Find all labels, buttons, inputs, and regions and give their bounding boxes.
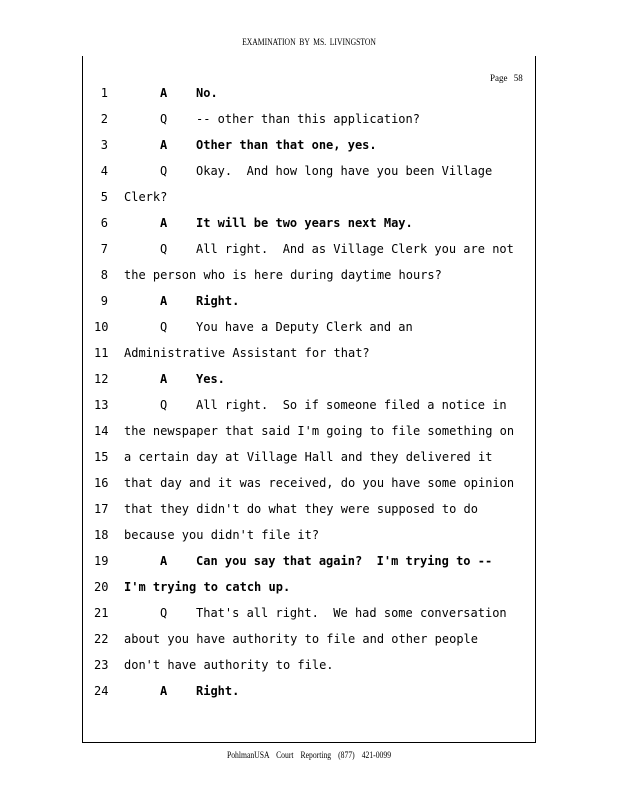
line-number: 22	[94, 632, 109, 646]
line-number: 13	[94, 398, 109, 412]
line-number: 14	[94, 424, 109, 438]
line-number: 8	[100, 268, 108, 282]
page-number: Page 58	[490, 73, 523, 83]
transcript-line	[0, 372, 618, 398]
speaker-label: A	[160, 294, 168, 308]
transcript-line	[0, 398, 618, 424]
line-number: 1	[100, 86, 108, 100]
transcript-line	[0, 658, 618, 684]
line-number: 11	[94, 346, 109, 360]
speaker-label: A	[160, 684, 168, 698]
transcript-line	[0, 424, 618, 450]
transcript-line	[0, 216, 618, 242]
speaker-label: Q	[160, 398, 168, 412]
line-text: You have a Deputy Clerk and an	[196, 320, 413, 334]
transcript-line	[0, 190, 618, 216]
transcript-line	[0, 294, 618, 320]
line-number: 18	[94, 528, 109, 542]
speaker-label: Q	[160, 606, 168, 620]
line-number: 17	[94, 502, 109, 516]
line-text: don't have authority to file.	[124, 658, 334, 672]
line-text: Right.	[196, 294, 240, 308]
line-text: No.	[196, 86, 218, 100]
transcript-line	[0, 502, 618, 528]
transcript-line	[0, 112, 618, 138]
line-text: that they didn't do what they were supposed to do	[124, 502, 479, 516]
transcript-line	[0, 606, 618, 632]
page-footer: PohlmanUSA Court Reporting (877) 421-0099	[226, 750, 392, 760]
line-number: 2	[100, 112, 108, 126]
line-number: 20	[94, 580, 109, 594]
line-text: All right. So if someone filed a notice in	[196, 398, 507, 412]
transcript-line	[0, 164, 618, 190]
line-text: I'm trying to catch up.	[124, 580, 291, 594]
line-text: It will be two years next May.	[196, 216, 413, 230]
transcript-line	[0, 320, 618, 346]
transcript-line	[0, 632, 618, 658]
speaker-label: A	[160, 138, 168, 152]
line-text: about you have authority to file and other people	[124, 632, 479, 646]
line-number: 3	[100, 138, 108, 152]
line-text: Right.	[196, 684, 240, 698]
line-text: Okay. And how long have you been Village	[196, 164, 493, 178]
line-number: 21	[94, 606, 109, 620]
speaker-label: A	[160, 372, 168, 386]
line-text: the newspaper that said I'm going to file something on	[124, 424, 515, 438]
speaker-label: A	[160, 554, 168, 568]
transcript-line	[0, 242, 618, 268]
line-number: 10	[94, 320, 109, 334]
line-text: Clerk?	[124, 190, 168, 204]
line-number: 16	[94, 476, 109, 490]
transcript-line	[0, 580, 618, 606]
line-text: All right. And as Village Clerk you are not	[196, 242, 514, 256]
line-number: 12	[94, 372, 109, 386]
line-text: That's all right. We had some conversation	[196, 606, 507, 620]
line-text: that day and it was received, do you have some opinion	[124, 476, 515, 490]
line-text: the person who is here during daytime hours?	[124, 268, 442, 282]
line-text: Administrative Assistant for that?	[124, 346, 370, 360]
transcript-line	[0, 86, 618, 112]
transcript-line	[0, 554, 618, 580]
line-text: a certain day at Village Hall and they delivered it	[124, 450, 493, 464]
transcript-line	[0, 684, 618, 710]
speaker-label: Q	[160, 164, 168, 178]
speaker-label: Q	[160, 112, 168, 126]
line-text: because you didn't file it?	[124, 528, 320, 542]
line-number: 4	[100, 164, 108, 178]
line-number: 19	[94, 554, 109, 568]
transcript-line	[0, 528, 618, 554]
line-number: 23	[94, 658, 109, 672]
line-number: 15	[94, 450, 109, 464]
line-number: 24	[94, 684, 109, 698]
line-text: Yes.	[196, 372, 225, 386]
line-text: -- other than this application?	[196, 112, 420, 126]
speaker-label: A	[160, 86, 168, 100]
transcript-line	[0, 268, 618, 294]
page-header: EXAMINATION BY MS. LIVINGSTON	[242, 37, 376, 47]
speaker-label: Q	[160, 320, 168, 334]
line-number: 9	[100, 294, 108, 308]
speaker-label: A	[160, 216, 168, 230]
speaker-label: Q	[160, 242, 168, 256]
transcript-line	[0, 138, 618, 164]
line-text: Other than that one, yes.	[196, 138, 377, 152]
line-number: 5	[100, 190, 108, 204]
line-number: 6	[100, 216, 108, 230]
line-text: Can you say that again? I'm trying to --	[196, 554, 493, 568]
transcript-line	[0, 346, 618, 372]
transcript-line	[0, 476, 618, 502]
transcript-line	[0, 450, 618, 476]
line-number: 7	[100, 242, 108, 256]
